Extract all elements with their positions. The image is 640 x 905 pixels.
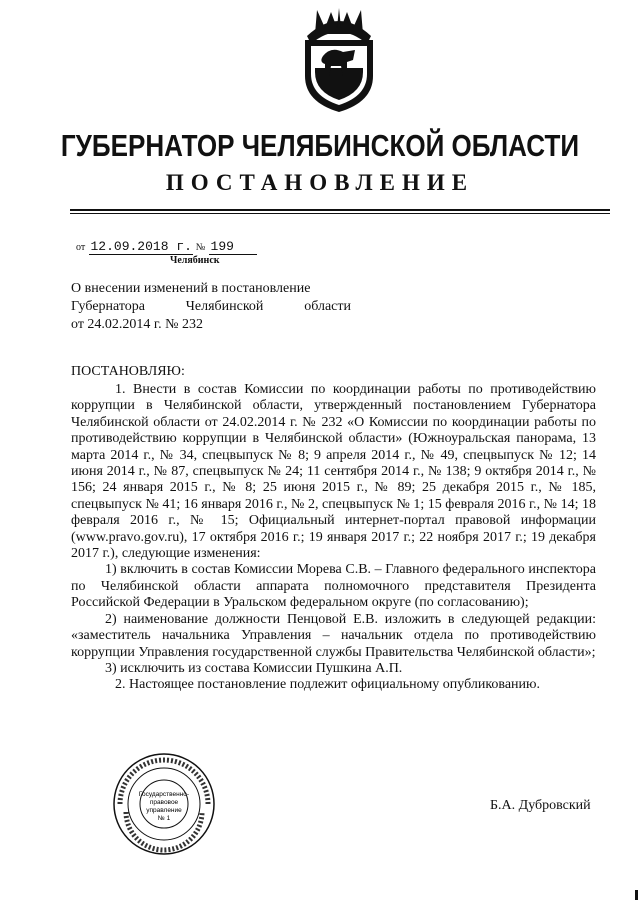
document-type: ПОСТАНОВЛЕНИЕ bbox=[165, 170, 475, 195]
date-prefix: от bbox=[76, 242, 86, 253]
body-paragraph: 2. Настоящее постановление подлежит официальному опубликованию. bbox=[115, 677, 540, 693]
signer-name: Б.А. Дубровский bbox=[490, 798, 591, 813]
stamp-text: № 1 bbox=[157, 815, 171, 822]
official-stamp bbox=[112, 752, 216, 856]
body-paragraph: 1) включить в состав Комиссии Морева С.В. – Главного федерального инспектора по Челябинской области аппарата полномочного представителя Президента Российской Федерации в Уральском федеральном округе (по согласованию); bbox=[71, 562, 596, 611]
subject-block bbox=[71, 280, 351, 334]
subject-line: от 24.02.2014 г. № 232 bbox=[71, 317, 203, 332]
document-date: 12.09.2018 г. bbox=[90, 239, 192, 254]
city-name: Челябинск bbox=[170, 255, 220, 266]
coat-of-arms-emblem bbox=[297, 6, 381, 114]
stamp-text: управление bbox=[146, 807, 182, 814]
document-title: ГУБЕРНАТОР ЧЕЛЯБИНСКОЙ ОБЛАСТИ bbox=[60, 128, 580, 163]
document-number: 199 bbox=[209, 239, 257, 255]
subject-line: О внесении изменений в постановление bbox=[71, 281, 311, 296]
document-body bbox=[71, 382, 596, 694]
header-rule bbox=[70, 209, 610, 211]
body-paragraph: 1. Внести в состав Комиссии по координации работы по противодействию коррупции в Челябинской области, утвержденный постановлением Губернатора Челябинской области от 24.02.2014 г. № 232 «О Комиссии по координации работы по противодействию коррупции в Челябинской области» (Южноуральская панорама, 13 марта 2014 г., № 34, спецвыпуск № 8; 9 апреля 2014 г., № 49, спецвыпуск № 12; 14 июня 2014 г., № 87, спецвыпуск № 24; 11 сентября 2014 г., № 138; 9 октября 2014 г., № 156; 24 января 2015 г., № 8; 25 июня 2015 г., № 89; 25 декабря 2015 г., № 185, спецвыпуск № 41; 16 января 2016 г., № 2, спецвыпуск № 1; 15 февраля 2016 г., № 14; 18 февраля 2016 г., № 15; Официальный интернет-портал правовой информации (www.pravo.gov.ru), 17 октября 2016 г.; 19 января 2017 г.; 22 ноября 2017 г.; 19 декабря 2017 г.), следующие изменения: bbox=[71, 382, 596, 562]
decree-word: ПОСТАНОВЛЯЮ: bbox=[71, 364, 185, 379]
number-prefix: № bbox=[195, 242, 206, 253]
body-paragraph: 3) исключить из состава Комиссии Пушкина А.П. bbox=[105, 660, 403, 676]
header-rule-thin bbox=[70, 213, 610, 214]
subject-line: Губернатора Челябинской области bbox=[71, 299, 351, 314]
stamp-text: правовое bbox=[149, 799, 179, 806]
date-number-line bbox=[76, 238, 257, 255]
stamp-text: Государственно- bbox=[138, 791, 190, 798]
body-paragraph: 2) наименование должности Пенцовой Е.В. изложить в следующей редакции: «заместитель начальника Управления – начальник отдела по противодействию коррупции Управления государственной службы Правительства Челябинской области»; bbox=[71, 611, 596, 660]
scan-mark bbox=[635, 890, 638, 900]
